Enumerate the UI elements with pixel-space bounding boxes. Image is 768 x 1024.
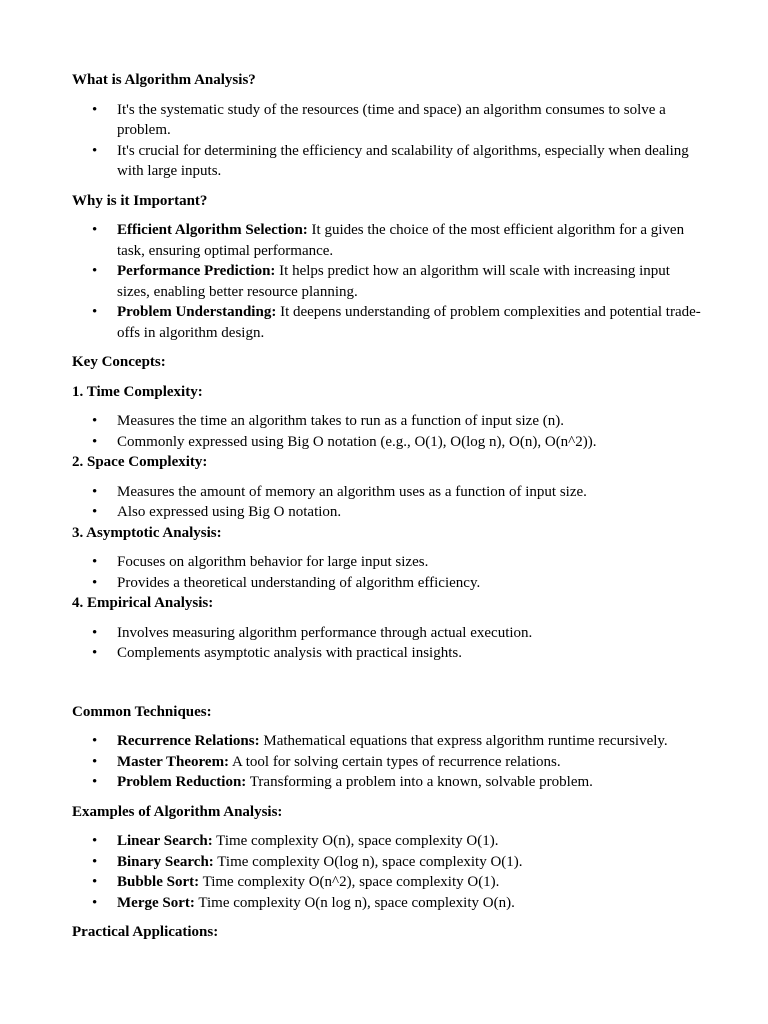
heading-examples: Examples of Algorithm Analysis:	[72, 803, 283, 820]
list-item	[72, 432, 702, 453]
list-item	[72, 502, 702, 523]
item-text: Provides a theoretical understanding of algorithm efficiency.	[117, 574, 481, 591]
item-text: Also expressed using Big O notation.	[117, 504, 342, 520]
item-term: Master Theorem:	[117, 753, 230, 770]
item-term: Linear Search:	[117, 833, 213, 849]
item-text: Involves measuring algorithm performance through actual execution.	[117, 624, 533, 641]
list-item	[72, 623, 702, 644]
item-text: Time complexity O(n), space complexity O(1).	[212, 833, 499, 849]
item-text: Time complexity O(n log n), space complexity O(n).	[194, 894, 515, 911]
item-term: Performance Prediction:	[117, 263, 276, 279]
item-term: Problem Reduction:	[117, 774, 247, 790]
item-text: Commonly expressed using Big O notation (e.g., O(1), O(log n), O(n), O(n^2)).	[117, 433, 597, 450]
item-term: Merge Sort:	[117, 894, 195, 911]
item-text: Time complexity O(log n), space complexity O(1).	[213, 853, 523, 870]
list-item	[72, 552, 702, 573]
document-body	[72, 70, 702, 943]
heading-what-is: What is Algorithm Analysis?	[72, 72, 256, 88]
item-text: It helps predict how an algorithm will scale with increasing input sizes, enabling better resource planning.	[117, 263, 670, 300]
heading-common-techniques: Common Techniques:	[72, 703, 212, 720]
list-item	[72, 220, 702, 261]
heading-key-concepts: Key Concepts:	[72, 354, 166, 370]
list-item	[72, 893, 702, 914]
list-item	[72, 752, 702, 773]
concept-title-empirical: 4. Empirical Analysis:	[72, 595, 214, 611]
list-item	[72, 772, 702, 793]
list-item	[72, 411, 702, 432]
list-space-complexity	[72, 482, 702, 523]
item-text: It's crucial for determining the efficiency and scalability of algorithms, especially when dealing with large inputs.	[117, 142, 689, 179]
list-what-is	[72, 100, 702, 182]
item-text: Mathematical equations that express algorithm runtime recursively.	[259, 733, 668, 749]
item-text: It's the systematic study of the resources (time and space) an algorithm consumes to solve a problem.	[117, 101, 666, 138]
concept-title-time: 1. Time Complexity:	[72, 383, 203, 400]
list-item	[72, 302, 702, 343]
list-examples	[72, 831, 702, 913]
item-term: Binary Search:	[117, 853, 214, 870]
item-text: Measures the time an algorithm takes to run as a function of input size (n).	[117, 413, 564, 429]
list-why-important	[72, 220, 702, 343]
item-text: A tool for solving certain types of recurrence relations.	[229, 753, 561, 770]
list-item	[72, 872, 702, 893]
list-time-complexity	[72, 411, 702, 452]
list-techniques	[72, 731, 702, 793]
list-empirical	[72, 623, 702, 664]
heading-why-important: Why is it Important?	[72, 192, 208, 209]
list-item	[72, 831, 702, 852]
item-term: Efficient Algorithm Selection:	[117, 222, 308, 238]
item-term: Bubble Sort:	[117, 874, 200, 890]
item-text: Complements asymptotic analysis with practical insights.	[117, 645, 462, 661]
concept-title-asymptotic: 3. Asymptotic Analysis:	[72, 524, 222, 541]
item-term: Recurrence Relations:	[117, 733, 260, 749]
heading-practical-applications: Practical Applications:	[72, 924, 219, 940]
list-item	[72, 573, 702, 594]
item-text: Measures the amount of memory an algorithm uses as a function of input size.	[117, 483, 587, 500]
list-asymptotic	[72, 552, 702, 593]
item-text: It deepens understanding of problem complexities and potential trade-offs in algorithm design.	[117, 304, 701, 341]
item-text: It guides the choice of the most efficient algorithm for a given task, ensuring optimal performance.	[117, 222, 685, 259]
list-item	[72, 261, 702, 302]
list-item	[72, 100, 702, 141]
item-text: Time complexity O(n^2), space complexity O(1).	[199, 874, 500, 890]
list-item	[72, 482, 702, 503]
concept-title-space: 2. Space Complexity:	[72, 454, 208, 470]
list-item	[72, 731, 702, 752]
list-item	[72, 852, 702, 873]
item-text: Focuses on algorithm behavior for large input sizes.	[117, 554, 429, 570]
list-item	[72, 643, 702, 664]
item-term: Problem Understanding:	[117, 304, 277, 320]
item-text: Transforming a problem into a known, solvable problem.	[246, 774, 593, 790]
list-item	[72, 141, 702, 182]
